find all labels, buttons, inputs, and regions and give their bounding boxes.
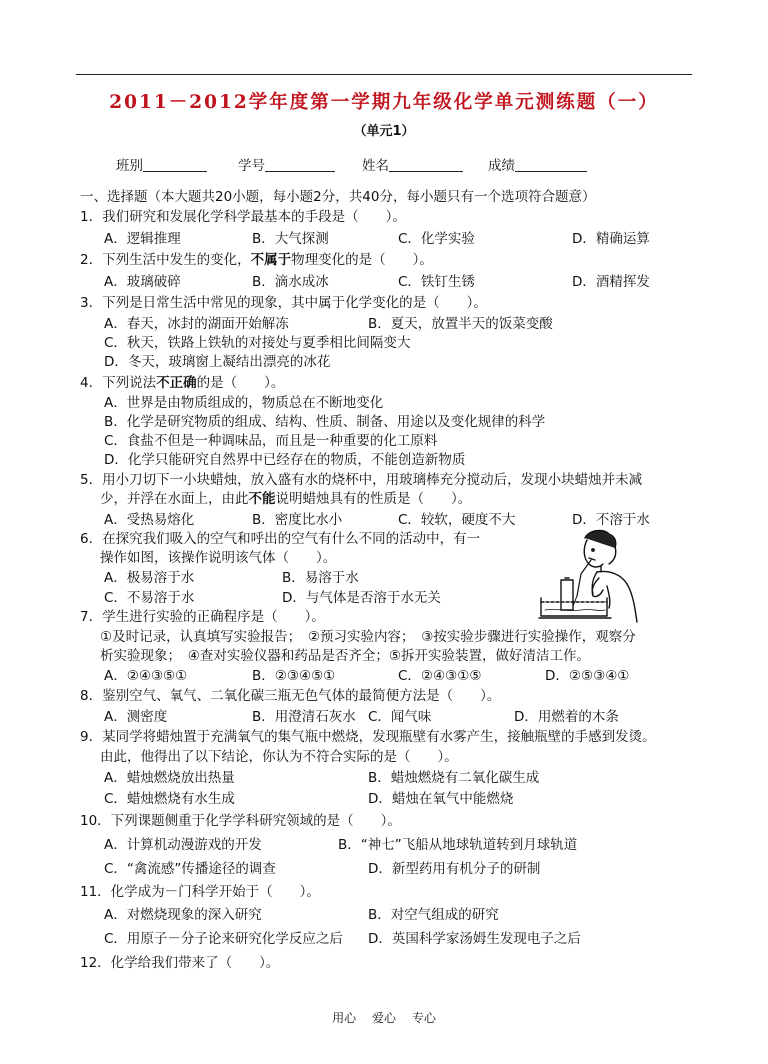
option[interactable]: B．密度比水小 [252, 512, 343, 528]
option[interactable]: C．闻气味 [368, 709, 432, 725]
field-blank[interactable] [265, 157, 335, 172]
field-student-no [238, 154, 335, 174]
question-stem: 3．下列是日常生活中常见的现象，其中属于化学变化的是（ ）。 [80, 295, 487, 311]
question-stem: 1．我们研究和发展化学科学最基本的手段是（ ）。 [80, 209, 406, 225]
option[interactable]: B．“神七”飞船从地球轨道转到月球轨道 [338, 837, 578, 853]
option[interactable]: B．易溶于水 [282, 570, 359, 586]
footer-text: 爱心 [371, 1011, 396, 1025]
footer-text: 用心 [332, 1011, 357, 1025]
field-label: 姓名 [362, 158, 389, 174]
option[interactable]: A．极易溶于水 [104, 570, 195, 586]
option[interactable]: B．大气探测 [252, 231, 329, 247]
page-title: 2011－2012学年度第一学期九年级化学单元测练题（一） [109, 92, 659, 113]
question-stem-cont: 操作如图，该操作说明该气体（ ）。 [100, 550, 337, 566]
question-stem: 11．化学成为－门科学开始于（ ）。 [80, 884, 320, 900]
option[interactable]: C．蜡烛燃烧有水生成 [104, 791, 235, 807]
option[interactable]: D．化学只能研究自然界中已经存在的物质，不能创造新物质 [104, 452, 466, 468]
option[interactable]: C．铁钉生锈 [398, 274, 475, 290]
question-stem: 8．鉴别空气、氧气、二氧化碳三瓶无色气体的最简便方法是（ ）。 [80, 688, 501, 704]
option[interactable]: A．春天，冰封的湖面开始解冻 [104, 316, 289, 332]
option[interactable]: C．较软，硬度不大 [398, 512, 516, 528]
option[interactable]: A．玻璃破碎 [104, 274, 181, 290]
question-stem: 10．下列课题侧重于化学学科研究领域的是（ ）。 [80, 813, 401, 829]
field-name [362, 154, 463, 174]
option[interactable]: D．蜡烛在氧气中能燃烧 [368, 791, 514, 807]
option[interactable]: A．逻辑推理 [104, 231, 181, 247]
option[interactable]: D．用燃着的木条 [514, 709, 619, 725]
option[interactable]: C．②④③①⑤ [398, 668, 482, 684]
field-blank[interactable] [515, 157, 587, 172]
field-blank[interactable] [389, 157, 463, 172]
footer-text: 专心 [411, 1011, 436, 1025]
question-stem: 7．学生进行实验的正确程序是（ ）。 [80, 609, 325, 625]
option[interactable]: C．食盐不但是一种调味品，而且是一种重要的化工原料 [104, 433, 438, 449]
question-body: 析实验现象； ④查对实验仪器和药品是否齐全；⑤拆开实验装置，做好清洁工作。 [100, 648, 590, 664]
question-stem: 2．下列生活中发生的变化，不属于物理变化的是（ ）。 [80, 252, 433, 268]
question-stem: 6．在探究我们吸入的空气和呼出的空气有什么不同的活动中，有一 [80, 531, 481, 547]
page-footer [0, 1009, 768, 1026]
question-stem: 4．下列说法不正确的是（ ）。 [80, 375, 285, 391]
field-label: 成绩 [488, 158, 515, 174]
option[interactable]: D．新型药用有机分子的研制 [368, 861, 541, 877]
option[interactable]: A．对燃烧现象的深入研究 [104, 907, 262, 923]
option[interactable]: A．计算机动漫游戏的开发 [104, 837, 262, 853]
option[interactable]: D．酒精挥发 [572, 274, 650, 290]
option[interactable]: D．不溶于水 [572, 512, 650, 528]
option[interactable]: B．化学是研究物质的组成、结构、性质、制备、用途以及变化规律的科学 [104, 414, 546, 430]
page-subtitle: （单元1） [353, 124, 415, 139]
field-blank[interactable] [143, 157, 207, 172]
breathing-experiment-illustration [537, 528, 655, 624]
option[interactable]: A．蜡烛燃烧放出热量 [104, 770, 235, 786]
option[interactable]: D．精确运算 [572, 231, 650, 247]
question-stem-cont: 少，并浮在水面上，由此不能说明蜡烛具有的性质是（ ）。 [100, 491, 472, 507]
question-stem: 9．某同学将蜡烛置于充满氧气的集气瓶中燃烧，发现瓶壁有水雾产生，接触瓶壁的手感到发烫。 [80, 729, 656, 745]
option[interactable]: B．用澄清石灰水 [252, 709, 356, 725]
section-heading: 一、选择题（本大题共20小题，每小题2分，共40分，每小题只有一个选项符合题意） [80, 189, 596, 205]
question-stem: 5．用小刀切下一小块蜡烛，放入盛有水的烧杯中，用玻璃棒充分搅动后，发现小块蜡烛并未减 [80, 472, 643, 488]
option[interactable]: A．受热易熔化 [104, 512, 195, 528]
option[interactable]: C．化学实验 [398, 231, 475, 247]
option[interactable]: D．冬天，玻璃窗上凝结出漂亮的冰花 [104, 354, 331, 370]
option[interactable]: B．蜡烛燃烧有二氧化碳生成 [368, 770, 540, 786]
option[interactable]: D．与气体是否溶于水无关 [282, 590, 441, 606]
option[interactable]: D．②⑤③④① [545, 668, 630, 684]
option[interactable]: A．测密度 [104, 709, 168, 725]
field-label: 学号 [238, 158, 265, 174]
field-class [116, 154, 207, 174]
option[interactable]: B．对空气组成的研究 [368, 907, 499, 923]
top-rule [76, 74, 692, 75]
option[interactable]: C．不易溶于水 [104, 590, 195, 606]
option[interactable]: B．滴水成冰 [252, 274, 329, 290]
option[interactable]: A．②④③⑤① [104, 668, 188, 684]
field-score [488, 154, 587, 174]
option[interactable]: A．世界是由物质组成的，物质总在不断地变化 [104, 395, 384, 411]
field-label: 班别 [116, 158, 143, 174]
question-body: ①及时记录，认真填写实验报告； ②预习实验内容； ③按实验步骤进行实验操作，观察分 [100, 629, 636, 645]
question-stem-cont: 由此，他得出了以下结论，你认为不符合实际的是（ ）。 [100, 749, 458, 765]
option[interactable]: C．“禽流感”传播途径的调查 [104, 861, 276, 877]
option[interactable]: B．②③④⑤① [252, 668, 336, 684]
option[interactable]: D．英国科学家汤姆生发现电子之后 [368, 931, 581, 947]
option[interactable]: C．用原子－分子论来研究化学反应之后 [104, 931, 343, 947]
option[interactable]: C．秋天，铁路上铁轨的对接处与夏季相比间隔变大 [104, 335, 411, 351]
question-stem: 12．化学给我们带来了（ ）。 [80, 955, 280, 971]
option[interactable]: B．夏天，放置半天的饭菜变酸 [368, 316, 553, 332]
